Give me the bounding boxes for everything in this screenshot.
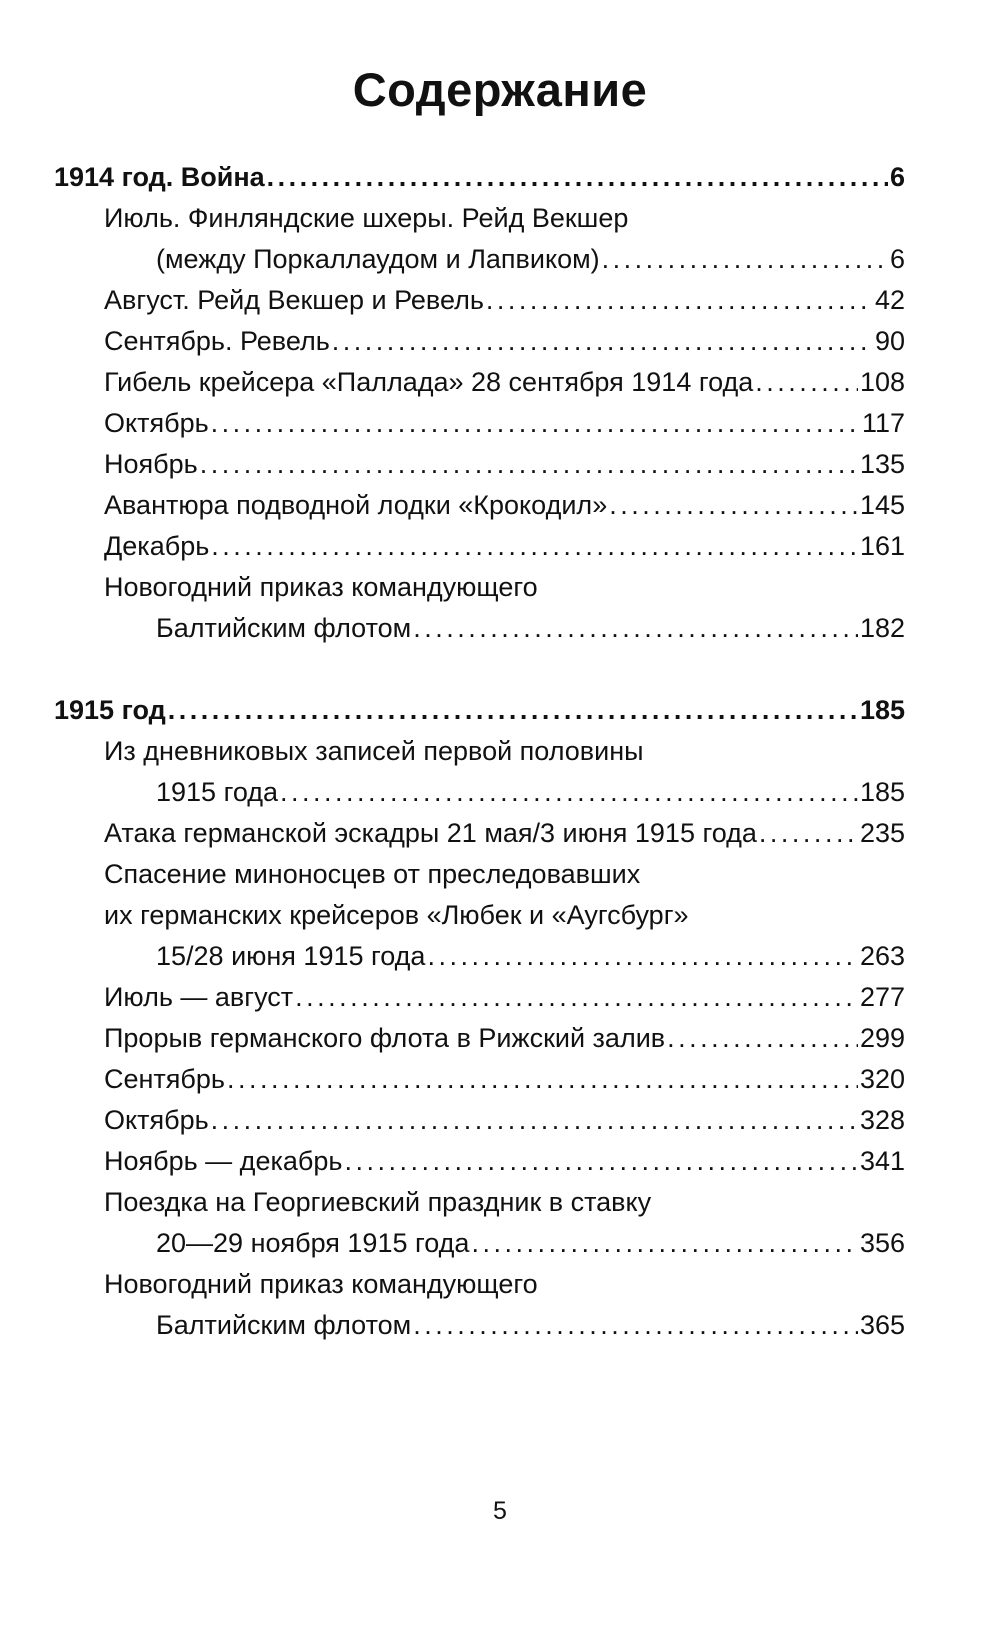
toc-entry xyxy=(104,200,628,236)
toc-entry-page: 42 xyxy=(874,285,905,315)
toc-entry-page: 90 xyxy=(874,326,905,356)
toc-entry xyxy=(156,610,905,646)
toc-entry-page: 341 xyxy=(859,1146,905,1176)
dot-leader xyxy=(200,446,858,482)
toc-entry xyxy=(104,364,905,400)
dot-leader xyxy=(609,487,858,523)
toc-entry xyxy=(104,1102,905,1138)
toc-entry xyxy=(156,938,905,974)
toc-entry-text: Ноябрь xyxy=(104,449,198,479)
toc-entry xyxy=(104,446,905,482)
toc-entry-text: Ноябрь — декабрь xyxy=(104,1146,343,1176)
dot-leader xyxy=(344,1143,858,1179)
toc-entry-text: Атака германской эскадры 21 мая/3 июня 1915 года xyxy=(104,818,757,848)
toc-entry-text: Гибель крейсера «Паллада» 28 сентября 1914 года xyxy=(104,367,754,397)
section-heading xyxy=(54,159,905,195)
toc-entry-text: Сентябрь xyxy=(104,1064,225,1094)
toc-entry-text: Балтийским флотом xyxy=(156,1310,412,1340)
toc-entry-text: 20—29 ноября 1915 года xyxy=(156,1228,470,1258)
dot-leader xyxy=(759,815,858,851)
toc-entry xyxy=(104,1061,905,1097)
toc-entry-text: Спасение миноносцев от преследовавших xyxy=(104,859,641,889)
toc-entry xyxy=(156,1225,905,1261)
toc-entry-page: 328 xyxy=(859,1105,905,1135)
toc-entry-text: Новогодний приказ командующего xyxy=(104,572,538,602)
toc-entry xyxy=(104,1143,905,1179)
dot-leader xyxy=(211,1102,858,1138)
toc-entry-text: Прорыв германского флота в Рижский залив xyxy=(104,1023,666,1053)
toc-entry-page: 182 xyxy=(859,613,905,643)
toc-entry-text: Из дневниковых записей первой половины xyxy=(104,736,644,766)
toc-entry xyxy=(156,774,905,810)
toc-entry-text: Декабрь xyxy=(104,531,210,561)
toc-entry xyxy=(104,979,905,1015)
toc-entry xyxy=(104,1266,538,1302)
dot-leader xyxy=(211,405,860,441)
toc-entry-page: 320 xyxy=(859,1064,905,1094)
toc-entry-text: (между Поркаллаудом и Лапвиком) xyxy=(156,244,600,274)
dot-leader xyxy=(280,774,858,810)
section-heading-page: 185 xyxy=(859,695,905,725)
dot-leader xyxy=(755,364,858,400)
dot-leader xyxy=(471,1225,858,1261)
toc-entry-text: Октябрь xyxy=(104,408,209,438)
toc-entry-text: Сентябрь. Ревель xyxy=(104,326,330,356)
toc-entry-page: 135 xyxy=(859,449,905,479)
toc-entry-page: 161 xyxy=(859,531,905,561)
page-title: Содержание xyxy=(352,63,648,116)
toc-entry-text: Балтийским флотом xyxy=(156,613,412,643)
toc-entry xyxy=(156,241,905,277)
toc-entry xyxy=(104,856,640,892)
toc-entry xyxy=(104,569,538,605)
dot-leader xyxy=(486,282,873,318)
toc-entry-text: 15/28 июня 1915 года xyxy=(156,941,426,971)
toc-entry-page: 235 xyxy=(859,818,905,848)
toc-entry-text: Июль. Финляндские шхеры. Рейд Векшер xyxy=(104,203,629,233)
toc-entry-page: 145 xyxy=(859,490,905,520)
dot-leader xyxy=(602,241,888,277)
section-heading xyxy=(54,692,905,728)
toc-entry-text: Июль — август xyxy=(104,982,294,1012)
dot-leader xyxy=(413,1307,858,1343)
toc-entry xyxy=(104,733,644,769)
dot-leader xyxy=(413,610,858,646)
toc-entry-page: 6 xyxy=(889,244,905,274)
toc-entry-text: их германских крейсеров «Любек и «Аугсбург» xyxy=(104,900,689,930)
toc-entry-page: 185 xyxy=(859,777,905,807)
section-heading-text: 1914 год. Война xyxy=(54,162,265,192)
dot-leader xyxy=(667,1020,858,1056)
toc-entry-page: 263 xyxy=(859,941,905,971)
toc-entry-page: 117 xyxy=(861,408,905,438)
toc-entry xyxy=(156,1307,905,1343)
toc-entry xyxy=(104,897,689,933)
toc-entry-page: 299 xyxy=(859,1023,905,1053)
dot-leader xyxy=(227,1061,858,1097)
toc-entry xyxy=(104,815,905,851)
toc-entry-text: Авантюра подводной лодки «Крокодил» xyxy=(104,490,608,520)
dot-leader xyxy=(295,979,858,1015)
toc-entry xyxy=(104,405,905,441)
toc-entry-page: 277 xyxy=(859,982,905,1012)
dot-leader xyxy=(211,528,858,564)
toc-entry-page: 365 xyxy=(859,1310,905,1340)
toc-entry-page: 108 xyxy=(859,367,905,397)
toc-entry-text: Поездка на Георгиевский праздник в ставку xyxy=(104,1187,652,1217)
section-heading-text: 1915 год xyxy=(54,695,166,725)
toc-entry xyxy=(104,528,905,564)
toc-entry-text: Новогодний приказ командующего xyxy=(104,1269,538,1299)
dot-leader xyxy=(427,938,857,974)
dot-leader xyxy=(332,323,873,359)
toc-entry xyxy=(104,323,905,359)
dot-leader xyxy=(168,692,858,728)
toc-entry-page: 356 xyxy=(859,1228,905,1258)
page-number: 5 xyxy=(493,1497,507,1525)
toc-entry-text: Октябрь xyxy=(104,1105,209,1135)
toc-entry xyxy=(104,487,905,523)
dot-leader xyxy=(267,159,888,195)
toc-entry xyxy=(104,1184,651,1220)
section-heading-page: 6 xyxy=(889,162,905,192)
toc-entry xyxy=(104,1020,905,1056)
toc-entry-text: 1915 года xyxy=(156,777,279,807)
toc-entry xyxy=(104,282,905,318)
toc-entry-text: Август. Рейд Векшер и Ревель xyxy=(104,285,484,315)
